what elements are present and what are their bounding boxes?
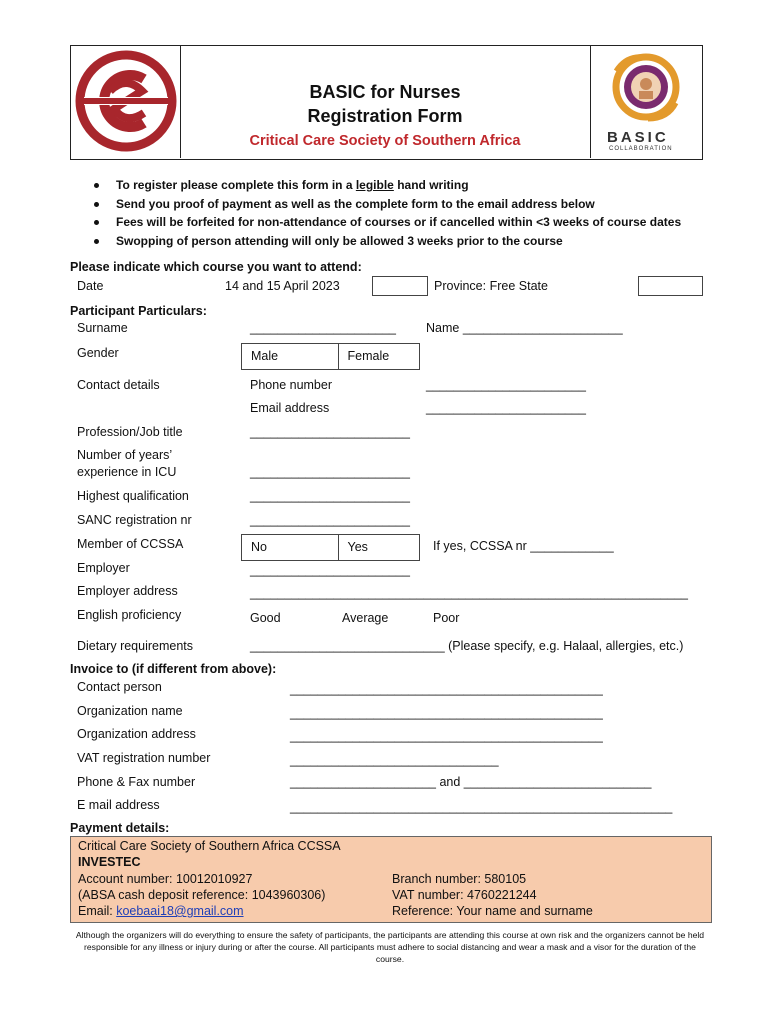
dietary-field[interactable]: ____________________________ (Please specify, e.g. Halaal, allergies, etc.) xyxy=(250,639,684,653)
email-label: Email address xyxy=(250,401,330,415)
header-right-cell xyxy=(590,45,702,158)
disclaimer-text: Although the organizers will do everything to ensure the safety of participants, the participants are attending this course at own risk and the organizers cannot be held responsible for any illness or injury during or after the course. All participants must adhere to social distancing and wear a mask and a visor for the duration of the course. xyxy=(75,930,705,964)
phone-label: Phone number xyxy=(250,378,333,392)
header-left-cell xyxy=(70,45,181,158)
instruction-list xyxy=(92,178,681,252)
ccssa-number-field[interactable]: If yes, CCSSA nr ____________ xyxy=(433,539,614,553)
profession-label: Profession/Job title xyxy=(77,425,183,439)
form-subtitle: Critical Care Society of Southern Africa xyxy=(249,133,521,149)
dietary-label: Dietary requirements xyxy=(77,639,194,653)
surname-label: Surname xyxy=(77,321,128,335)
qualification-field[interactable]: _______________________ xyxy=(250,489,410,503)
payment-absa-reference: (ABSA cash deposit reference: 1043960306) xyxy=(78,888,326,902)
instruction-item: Swopping of person attending will only be allowed 3 weeks prior to the course xyxy=(92,234,681,253)
invoice-phone-label: Phone & Fax number xyxy=(77,775,196,789)
employer-address-label: Employer address xyxy=(77,584,178,598)
payment-email-row: Email: koebaai18@gmail.com xyxy=(78,904,244,918)
member-options xyxy=(241,534,420,561)
payment-account-holder: Critical Care Society of Southern Africa CCSSA xyxy=(78,839,341,853)
basic-logo-text: BASIC xyxy=(607,129,669,146)
participant-heading: Participant Particulars: xyxy=(70,304,207,318)
instruction-item: To register please complete this form in a legible hand writing xyxy=(92,178,681,197)
employer-field[interactable]: _______________________ xyxy=(250,563,410,577)
payment-reference: Reference: Your name and surname xyxy=(392,904,593,918)
gender-female-option[interactable]: Female xyxy=(347,349,390,363)
payment-branch-number: Branch number: 580105 xyxy=(392,872,527,886)
payment-details-box xyxy=(70,836,712,923)
member-yes-option[interactable]: Yes xyxy=(347,540,368,554)
surname-field[interactable]: _____________________ xyxy=(250,321,396,335)
ccssa-logo-icon xyxy=(74,49,178,153)
member-label: Member of CCSSA xyxy=(77,537,184,551)
invoice-phone-field[interactable]: _____________________ and ___________________________ xyxy=(290,775,652,789)
invoice-contact-label: Contact person xyxy=(77,680,162,694)
invoice-org-address-label: Organization address xyxy=(77,727,196,741)
english-label: English proficiency xyxy=(77,608,182,622)
invoice-email-label: E mail address xyxy=(77,798,160,812)
experience-label-line1: Number of years’ xyxy=(77,448,173,462)
sanc-field[interactable]: _______________________ xyxy=(250,513,410,527)
invoice-contact-field[interactable]: _____________________________________________ xyxy=(290,682,603,696)
date-value: 14 and 15 April 2023 xyxy=(225,279,340,293)
phone-field[interactable]: _______________________ xyxy=(426,378,586,392)
form-title-line2: Registration Form xyxy=(307,106,463,126)
invoice-org-field[interactable]: _____________________________________________ xyxy=(290,706,603,720)
invoice-vat-label: VAT registration number xyxy=(77,751,211,765)
payment-heading: Payment details: xyxy=(70,821,170,835)
instruction-item: Send you proof of payment as well as the complete form to the email address below xyxy=(92,197,681,216)
form-title-line1: BASIC for Nurses xyxy=(309,82,461,102)
english-average-option[interactable]: Average xyxy=(342,611,389,625)
gender-label: Gender xyxy=(77,346,119,360)
member-no-option[interactable]: No xyxy=(242,535,339,560)
payment-bank: INVESTEC xyxy=(78,855,141,869)
basic-logo-subtext: COLLABORATION xyxy=(609,146,673,152)
invoice-org-address-field[interactable]: _____________________________________________ xyxy=(290,729,603,743)
experience-label-line2: experience in ICU xyxy=(77,465,177,479)
qualification-label: Highest qualification xyxy=(77,489,189,503)
name-field[interactable]: Name _______________________ xyxy=(426,321,623,335)
english-poor-option[interactable]: Poor xyxy=(433,611,460,625)
contact-label: Contact details xyxy=(77,378,160,392)
province-checkbox[interactable] xyxy=(638,276,703,296)
date-checkbox[interactable] xyxy=(372,276,428,296)
payment-vat-number: VAT number: 4760221244 xyxy=(392,888,537,902)
english-good-option[interactable]: Good xyxy=(250,611,281,625)
province-label: Province: Free State xyxy=(434,279,548,293)
gender-male-option[interactable]: Male xyxy=(242,344,339,369)
invoice-org-label: Organization name xyxy=(77,704,183,718)
email-field[interactable]: _______________________ xyxy=(426,401,586,415)
employer-label: Employer xyxy=(77,561,130,575)
profession-field[interactable]: _______________________ xyxy=(250,425,410,439)
basic-logo-icon xyxy=(596,49,696,127)
gender-options xyxy=(241,343,420,370)
instruction-item: Fees will be forfeited for non-attendance of courses or if cancelled within <3 weeks of course dates xyxy=(92,215,681,234)
payment-account-number: Account number: 10012010927 xyxy=(78,872,253,886)
invoice-heading: Invoice to (if different from above): xyxy=(70,662,277,676)
sanc-label: SANC registration nr xyxy=(77,513,192,527)
experience-field[interactable]: _______________________ xyxy=(250,465,410,479)
invoice-vat-field[interactable]: ______________________________ xyxy=(290,753,499,767)
course-heading: Please indicate which course you want to attend: xyxy=(70,260,362,274)
date-label: Date xyxy=(77,279,104,293)
employer-address-field[interactable]: _______________________________________________________________ xyxy=(250,586,688,600)
invoice-email-field[interactable]: _______________________________________________________ xyxy=(290,800,673,814)
payment-email-link[interactable]: koebaai18@gmail.com xyxy=(116,904,244,918)
